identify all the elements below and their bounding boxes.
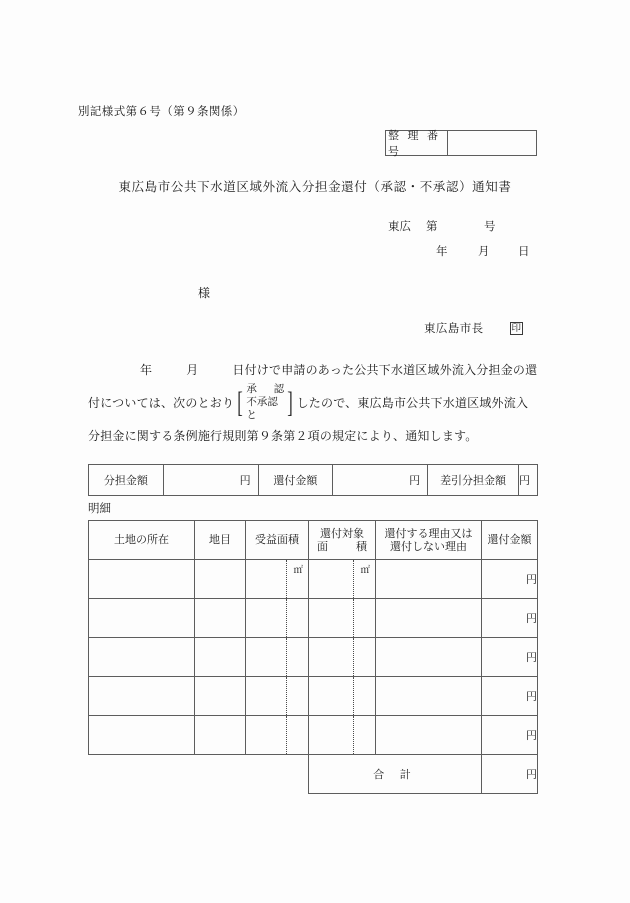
cell-benefit-area[interactable]: [246, 599, 309, 638]
approval-choice-bracket[interactable]: [235, 383, 295, 422]
area-dot-divider: [286, 560, 287, 598]
header-refund-area-line2-a: 面: [317, 540, 328, 553]
reference-number-label: 整 理 番 号: [386, 131, 448, 155]
document-number-dai: 第: [426, 219, 438, 233]
table-row: [89, 677, 538, 716]
total-spacer: [89, 755, 309, 794]
document-number-line: [388, 218, 496, 234]
form-code-label: 別記様式第６号（第９条関係）: [78, 104, 245, 118]
cell-land-location[interactable]: [89, 599, 195, 638]
table-row: [89, 638, 538, 677]
cell-land-type[interactable]: [195, 560, 246, 599]
header-refund-area: [309, 521, 376, 560]
header-refund-area-line2-b: 積: [356, 540, 367, 553]
cell-land-location[interactable]: [89, 677, 195, 716]
area-dot-divider: [286, 716, 287, 754]
cell-land-type[interactable]: [195, 677, 246, 716]
unit-square-meter: ㎡: [293, 565, 303, 576]
amount-summary-table: [88, 464, 538, 496]
header-reason-line1: 還付する理由又は: [384, 526, 473, 540]
cell-refund-area[interactable]: [309, 677, 376, 716]
body-paragraph: [88, 357, 540, 450]
amount-value-burden[interactable]: 円: [163, 465, 258, 496]
cell-refund-amount[interactable]: 円: [482, 638, 538, 677]
date-month-label: 月: [478, 244, 490, 258]
header-refund-amount: 還付金額: [482, 521, 538, 560]
body-line-3: する条例施行規則第９条第２項の規定により、通知します。: [149, 429, 478, 443]
table-row: [89, 465, 538, 496]
area-dot-divider: [286, 638, 287, 676]
cell-refund-amount[interactable]: 円: [482, 599, 538, 638]
header-land-location: 土地の所在: [89, 521, 195, 560]
seal-icon: 印: [511, 323, 522, 334]
body-month-label: 月: [186, 363, 199, 377]
header-reason-line2: 還付しない理由: [390, 540, 467, 553]
amount-value-refund[interactable]: 円: [333, 465, 428, 496]
amount-label-burden: 分担金額: [89, 465, 164, 496]
amount-value-net[interactable]: 円: [519, 465, 538, 496]
table-row: [89, 716, 538, 755]
page-title: 東広島市公共下水道区域外流入分担金還付（承認・不承認）通知書: [118, 179, 512, 194]
body-line-2-pre: いては、次のとおり: [124, 396, 235, 410]
unit-square-meter: ㎡: [360, 565, 370, 576]
cell-refund-area[interactable]: [309, 599, 376, 638]
table-header-row: [89, 521, 538, 560]
total-label: 合 計: [309, 755, 482, 794]
area-dot-divider: [353, 638, 354, 676]
area-dot-divider: [353, 677, 354, 715]
document-number-prefix: 東広: [388, 219, 411, 233]
cell-reason[interactable]: [376, 677, 482, 716]
reference-number-box: [385, 130, 537, 156]
area-dot-divider: [353, 716, 354, 754]
cell-land-type[interactable]: [195, 638, 246, 677]
body-line-2-post: したので、東広島市公共下水道区域外流入分担金に関: [88, 396, 529, 443]
date-year-label: 年: [436, 244, 448, 258]
cell-refund-area[interactable]: [309, 716, 376, 755]
addressee-honorific: 様: [198, 286, 211, 300]
cell-benefit-area[interactable]: [246, 638, 309, 677]
document-number-gou: 号: [484, 219, 496, 233]
header-reason: [376, 521, 482, 560]
cell-land-location[interactable]: [89, 638, 195, 677]
body-line-1: 日付けで申請のあった公共下水道区域外流入分担金の還付につ: [88, 363, 538, 410]
cell-benefit-area[interactable]: [246, 560, 309, 599]
bracket-right-icon: ]: [287, 385, 294, 419]
cell-land-type[interactable]: [195, 599, 246, 638]
document-date-line: [436, 243, 530, 259]
cell-refund-area[interactable]: [309, 560, 376, 599]
bracket-left-icon: [: [237, 385, 244, 419]
table-row: [89, 560, 538, 599]
cell-reason[interactable]: [376, 716, 482, 755]
cell-land-type[interactable]: [195, 716, 246, 755]
date-day-label: 日: [518, 244, 530, 258]
detail-table: [88, 520, 538, 794]
total-amount[interactable]: 円: [482, 755, 538, 794]
table-total-row: [89, 755, 538, 794]
header-benefit-area: 受益面積: [246, 521, 309, 560]
cell-refund-area[interactable]: [309, 638, 376, 677]
cell-benefit-area[interactable]: [246, 716, 309, 755]
header-land-type: 地目: [195, 521, 246, 560]
area-dot-divider: [353, 599, 354, 637]
issuer-name: 東広島市長: [424, 321, 484, 335]
header-refund-area-line1: 還付対象: [320, 526, 364, 540]
body-year-label: 年: [140, 363, 153, 377]
issuer-line: [424, 320, 523, 336]
choice-disapprove: 不承認と: [246, 396, 278, 421]
area-dot-divider: [353, 560, 354, 598]
detail-section-label: 明細: [88, 501, 111, 515]
area-dot-divider: [286, 599, 287, 637]
choice-approve-b: 認: [273, 383, 285, 395]
cell-reason[interactable]: [376, 599, 482, 638]
cell-reason[interactable]: [376, 560, 482, 599]
reference-number-input[interactable]: [448, 131, 536, 155]
cell-refund-amount[interactable]: 円: [482, 677, 538, 716]
cell-refund-amount[interactable]: 円: [482, 560, 538, 599]
amount-label-refund: 還付金額: [258, 465, 333, 496]
cell-land-location[interactable]: [89, 716, 195, 755]
area-dot-divider: [286, 677, 287, 715]
cell-land-location[interactable]: [89, 560, 195, 599]
cell-refund-amount[interactable]: 円: [482, 716, 538, 755]
cell-reason[interactable]: [376, 638, 482, 677]
cell-benefit-area[interactable]: [246, 677, 309, 716]
table-row: [89, 599, 538, 638]
choice-approve-a: 承: [246, 383, 258, 395]
amount-label-net: 差引分担金額: [428, 465, 519, 496]
